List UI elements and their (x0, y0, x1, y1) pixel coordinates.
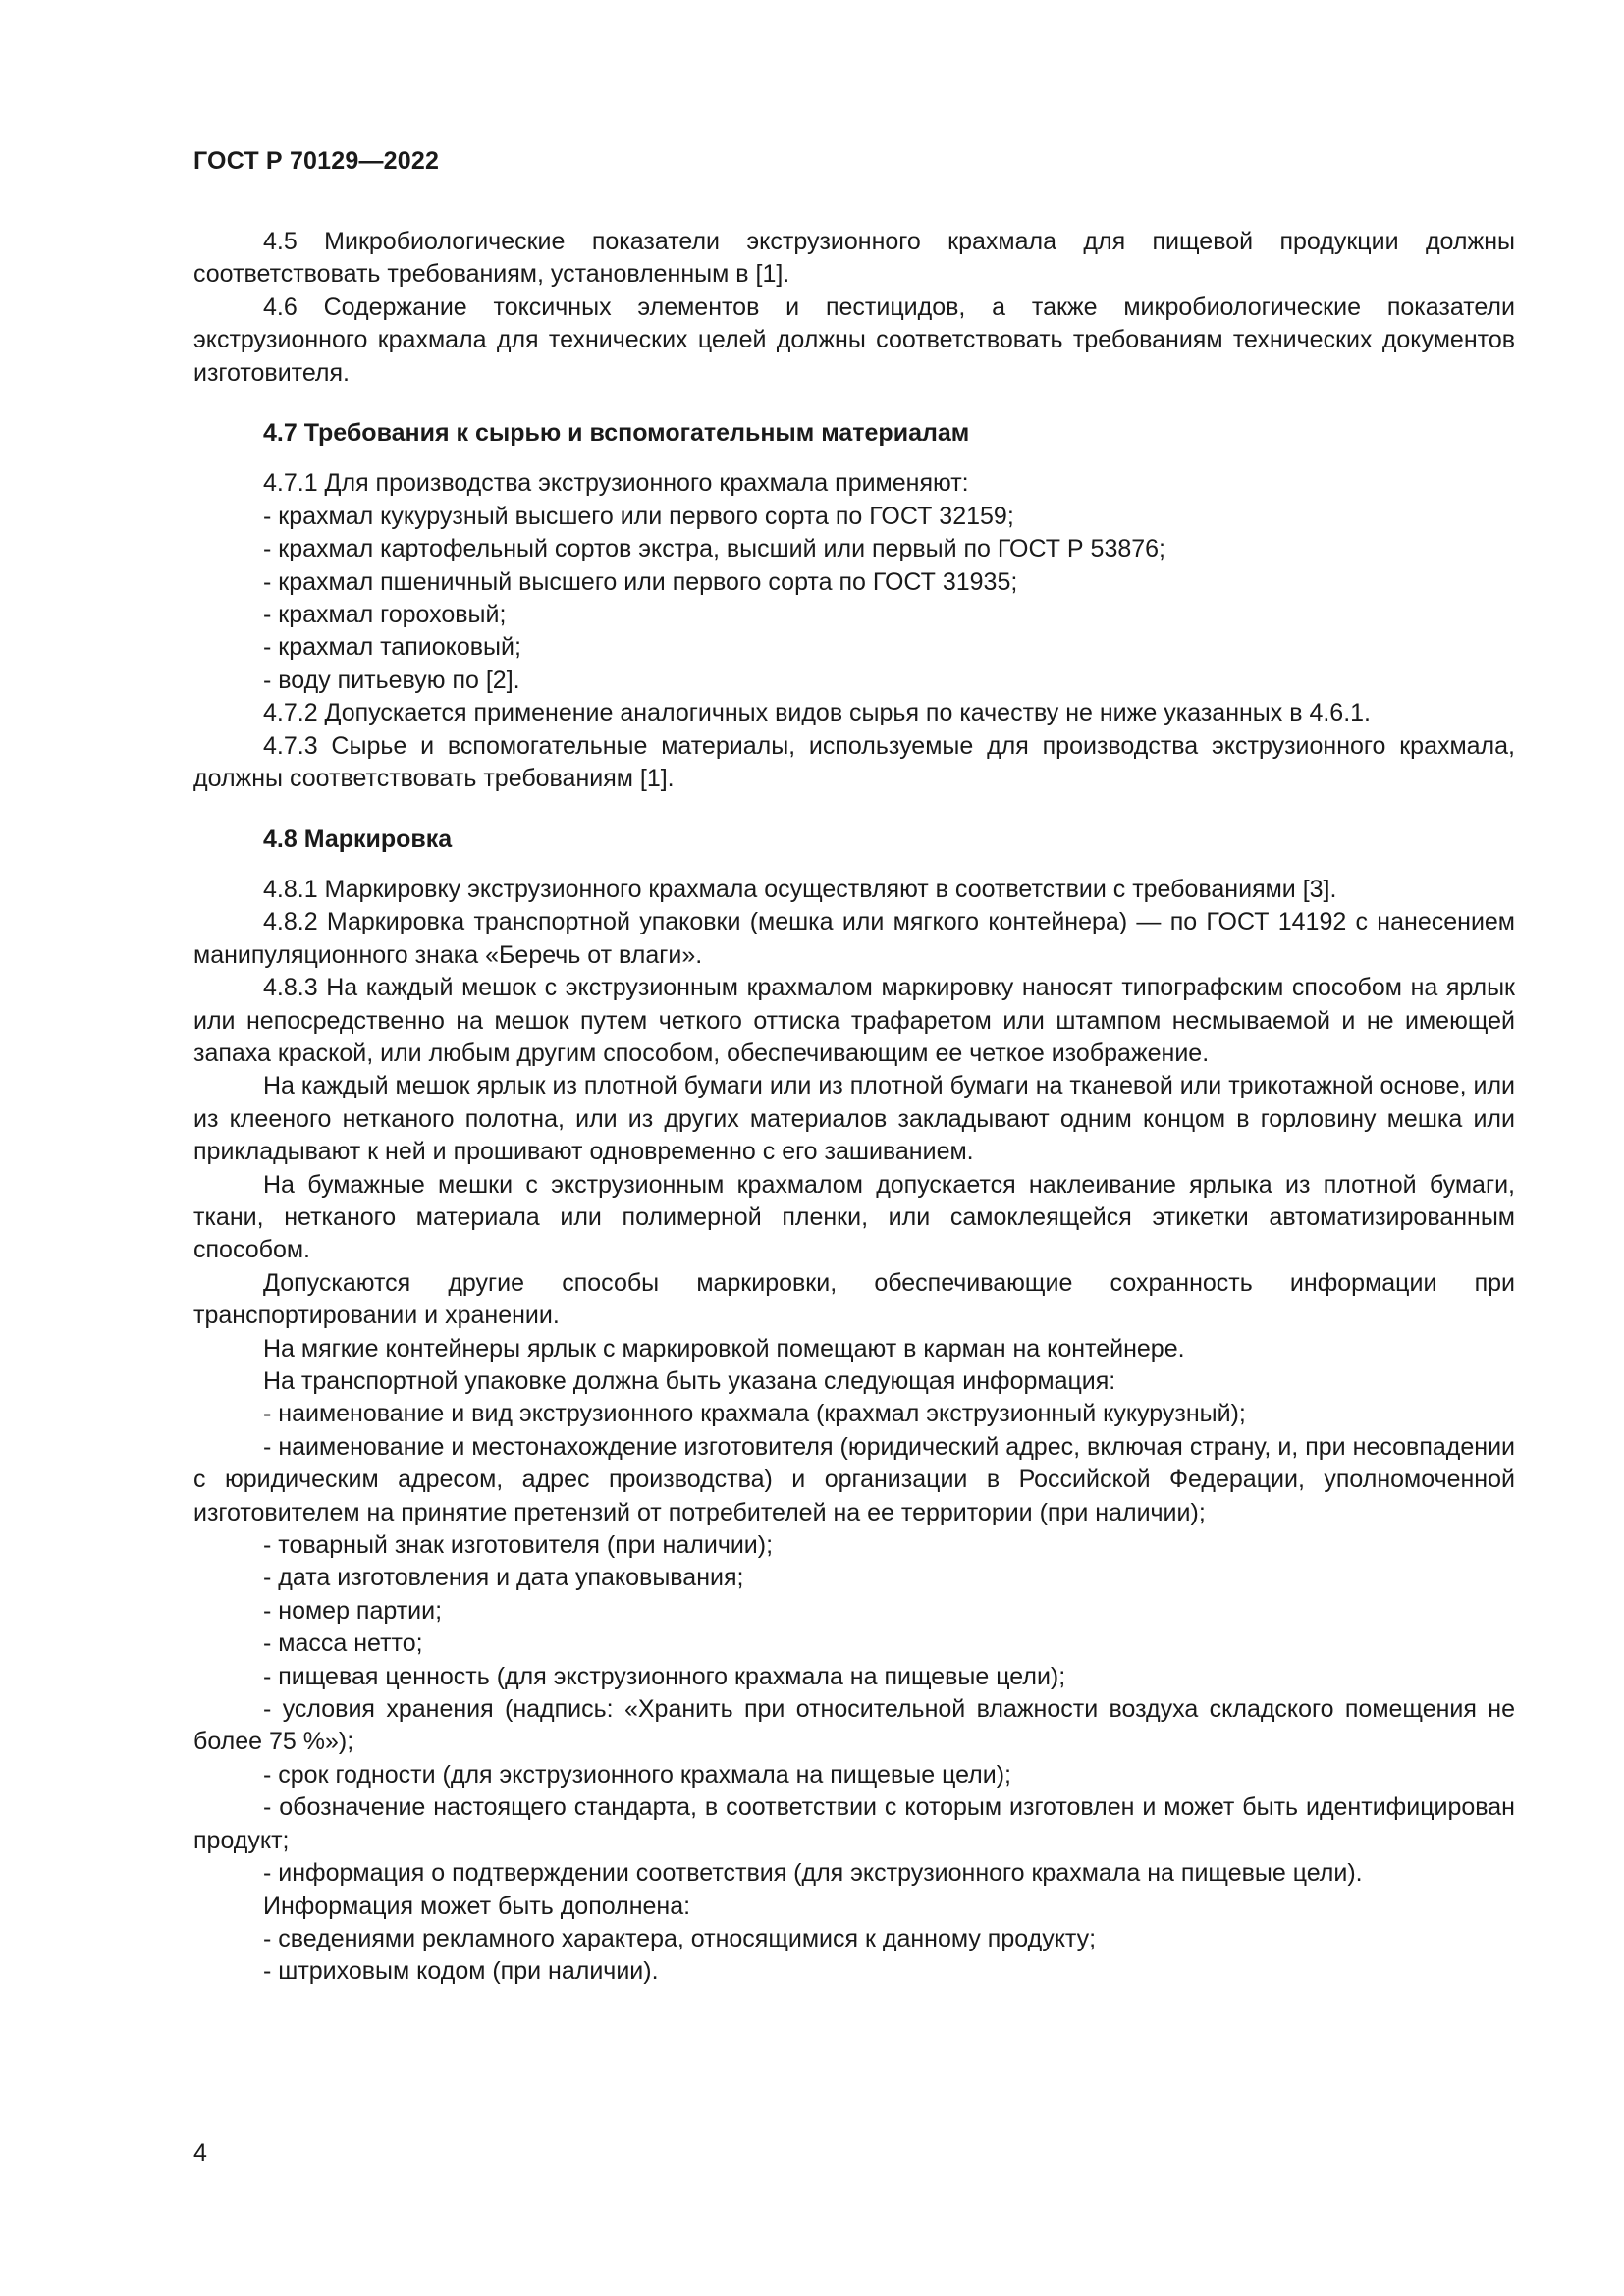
paragraph-4-6: 4.6 Содержание токсичных элементов и пестицидов, а также микробиологические показатели экструзионного крахмала для технических целей должны соответствовать требованиям технических документов изготовителя. (193, 293, 1515, 387)
paragraph-soft-containers: На мягкие контейнеры ярлык с маркировкой помещают в карман на контейнере. (263, 1334, 1185, 1362)
list-item: - масса нетто; (263, 1629, 423, 1658)
list-item: - крахмал картофельный сортов экстра, высший или первый по ГОСТ Р 53876; (263, 535, 1166, 563)
section-heading-4-8: 4.8 Маркировка (263, 825, 453, 853)
list-item: - срок годности (для экструзионного крахмала на пищевые цели); (263, 1760, 1011, 1789)
paragraph-transport-info: На транспортной упаковке должна быть указана следующая информация: (263, 1367, 1116, 1395)
list-item: - крахмал гороховый; (263, 601, 507, 629)
list-item: - номер партии; (263, 1596, 443, 1625)
paragraph-4-7-2: 4.7.2 Допускается применение аналогичных видов сырья по качеству не ниже указанных в 4.6.1. (263, 699, 1371, 727)
list-item: - наименование и вид экструзионного крахмала (крахмал экструзионный кукурузный); (263, 1400, 1246, 1428)
paragraph-supplement: Информация может быть дополнена: (263, 1892, 691, 1920)
document-body (193, 226, 1515, 1989)
paragraph-4-5: 4.5 Микробиологические показатели экструзионного крахмала для пищевой продукции должны соответствовать требованиям, установленным в [1]. (193, 228, 1515, 289)
list-item: - сведениями рекламного характера, относящимися к данному продукту; (263, 1924, 1097, 1952)
paragraph-4-7-1: 4.7.1 Для производства экструзионного крахмала применяют: (263, 469, 969, 498)
list-item: - крахмал тапиоковый; (263, 633, 521, 662)
paragraph-other-methods: Допускаются другие способы маркировки, обеспечивающие сохранность информации при транспортировании и хранении. (193, 1268, 1515, 1330)
list-item: - штриховым кодом (при наличии). (263, 1957, 659, 1986)
list-item: - наименование и местонахождение изготовителя (юридический адрес, включая страну, и, при несовпадении с юридическим адресом, адрес производства) и организации в Российской Федерации, уполномоченной изготовителем на принятие претензий от потребителей на ее территории (при наличии); (193, 1432, 1515, 1526)
paragraph-4-8-3: 4.8.3 На каждый мешок с экструзионным крахмалом маркировку наносят типографским способом на ярлык или непосредственно на мешок путем четкого оттиска трафаретом или штампом несмываемой и не имеющей запаха краской, или любым другим способом, обеспечивающим ее четкое изображение. (193, 974, 1515, 1067)
paragraph-paper-bags: На бумажные мешки с экструзионным крахмалом допускается наклеивание ярлыка из плотной бумаги, ткани, нетканого материала или полимерной пленки, или самоклеящейся этикетки автоматизированным способом. (193, 1170, 1515, 1264)
paragraph-4-8-1: 4.8.1 Маркировку экструзионного крахмала осуществляют в соответствии с требованиями [3]. (263, 875, 1337, 903)
list-item: - крахмал кукурузный высшего или первого сорта по ГОСТ 32159; (263, 502, 1014, 530)
list-item: - информация о подтверждении соответствия (для экструзионного крахмала на пищевые цели). (263, 1859, 1363, 1888)
paragraph-4-7-3: 4.7.3 Сырье и вспомогательные материалы, используемые для производства экструзионного крахмала, должны соответствовать требованиям [1]. (193, 731, 1515, 793)
list-item: - крахмал пшеничный высшего или первого сорта по ГОСТ 31935; (263, 567, 1018, 596)
list-item: - товарный знак изготовителя (при наличии); (263, 1531, 774, 1560)
paragraph-label-bag: На каждый мешок ярлык из плотной бумаги или из плотной бумаги на тканевой или трикотажной основе, или из клееного нетканого полотна, или из других материалов закладывают одним концом в горловину мешка или прикладывают к ней и прошивают одновременно с его зашиванием. (193, 1072, 1515, 1166)
list-item: - пищевая ценность (для экструзионного крахмала на пищевые цели); (263, 1662, 1066, 1690)
list-item: - условия хранения (надпись: «Хранить при относительной влажности воздуха складского помещения не более 75 %»); (193, 1695, 1515, 1756)
list-item: - обозначение настоящего стандарта, в соответствии с которым изготовлен и может быть идентифицирован продукт; (193, 1793, 1515, 1854)
section-heading-4-7: 4.7 Требования к сырью и вспомогательным материалам (263, 419, 970, 448)
list-item: - воду питьевую по [2]. (263, 666, 520, 694)
paragraph-4-8-2: 4.8.2 Маркировка транспортной упаковки (мешка или мягкого контейнера) — по ГОСТ 14192 с нанесением манипуляционного знака «Беречь от влаги». (193, 908, 1515, 969)
page-header: ГОСТ Р 70129—2022 (193, 147, 440, 175)
list-item: - дата изготовления и дата упаковывания; (263, 1564, 744, 1592)
page-number: 4 (193, 2139, 207, 2166)
